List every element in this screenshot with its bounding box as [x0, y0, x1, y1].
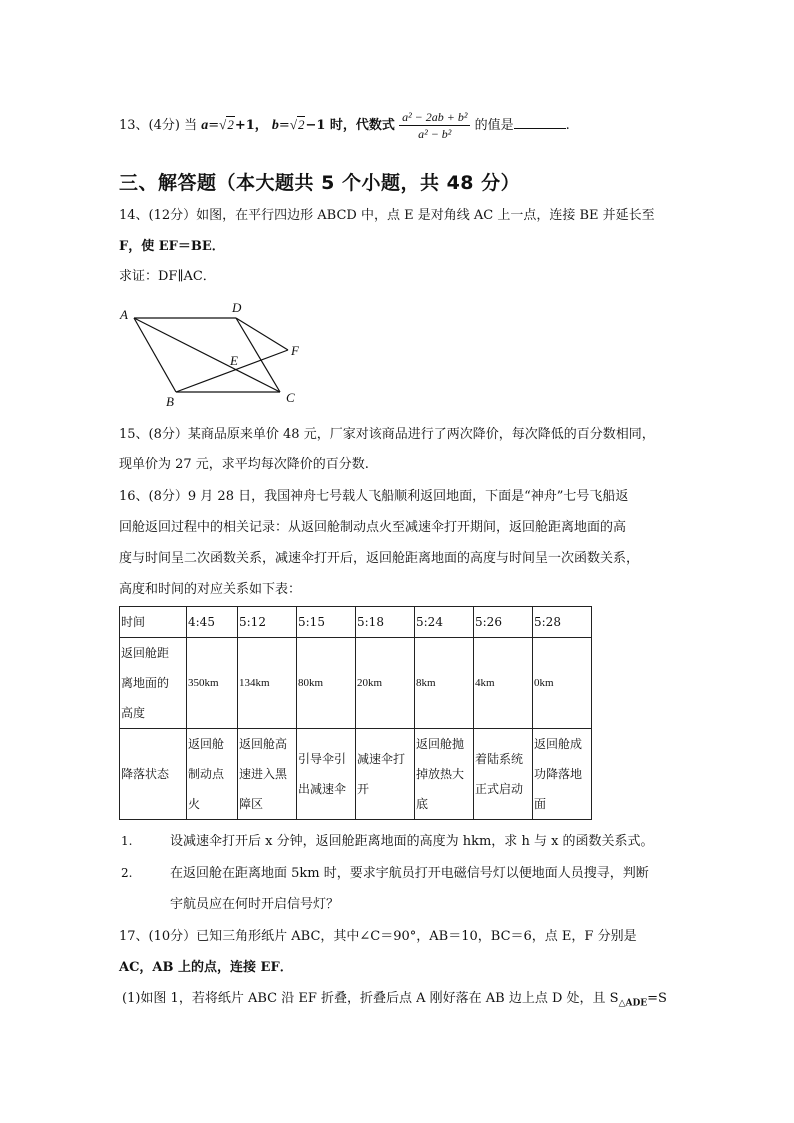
table-cell [187, 729, 238, 820]
label-B: B [166, 394, 174, 409]
table-cell [474, 729, 533, 820]
q16-line2: 回舱返回过程中的相关记录：从返回舱制动点火至减速伞打开期间，返回舱距离地面的高 [119, 520, 627, 535]
q13-plus1: +1， [234, 118, 268, 133]
cell-line: 功降落地 [534, 767, 583, 781]
descent-data-table [119, 606, 592, 820]
table-cell [356, 729, 415, 820]
sub-question-1: 设减速伞打开后 x 分钟，返回舱距离地面的高度为 hkm，求 h 与 x 的函数关系式。 [170, 834, 654, 849]
table-cell: 5:24 [415, 607, 474, 638]
table-cell: 350km [187, 638, 238, 729]
sqrt-b: √2 [289, 117, 305, 132]
cell-line: 障区 [239, 797, 264, 811]
fraction-denominator: a² − b² [418, 127, 452, 141]
q14-line3: 求证：DF∥AC． [119, 269, 216, 284]
cell-line: 掉放热大 [416, 767, 465, 781]
cell-line: 火 [188, 797, 201, 811]
table-cell: 134km [238, 638, 297, 729]
label-E: E [230, 353, 238, 368]
table-header-cell [120, 638, 187, 729]
q17-line2: AC，AB 上的点，连接 EF． [119, 960, 293, 975]
cell-line: 返回舱 [188, 737, 225, 751]
q13-minus1: −1 时，代数式 [305, 118, 395, 133]
q16-line4: 高度和时间的对应关系如下表： [119, 582, 302, 597]
q14-line1: 14、(12分）如图，在平行四边形 ABCD 中，点 E 是对角线 AC 上一点，连接 BE 并延长至 [119, 208, 655, 223]
parallelogram-figure [110, 295, 330, 415]
table-header-cell: 降落状态 [120, 729, 187, 820]
cell-line: 底 [416, 797, 429, 811]
cell-line: 离地面的 [121, 676, 170, 690]
table-cell [238, 729, 297, 820]
q16-line1: 16、(8分）9 月 28 日，我国神舟七号载人飞船顺利返回地面，下面是“神舟”七号飞船返 [119, 489, 629, 504]
q17-line3-text: (1)如图 1，若将纸片 ABC 沿 EF 折叠，折叠后点 A 刚好落在 AB 边上点 D 处，且 S [122, 991, 619, 1006]
sub-question-2-number: 2. [121, 866, 133, 880]
cell-line: 出减速伞 [298, 782, 347, 796]
cell-line: 高度 [121, 706, 146, 720]
label-A: A [120, 307, 128, 322]
q13-label: 13、(4分) [119, 118, 180, 133]
sqrt-a: √2 [219, 117, 234, 132]
table-cell [533, 729, 592, 820]
table-cell: 5:15 [297, 607, 356, 638]
section-title: 三、解答题（本大题共 5 个小题，共 48 分） [119, 172, 521, 194]
q13-when: 当 [184, 118, 198, 133]
cell-line: 引导伞引 [298, 752, 347, 766]
label-C: C [286, 390, 295, 405]
table-cell: 5:26 [474, 607, 533, 638]
table-cell: 8km [415, 638, 474, 729]
table-cell [415, 729, 474, 820]
table-cell: 4km [474, 638, 533, 729]
table-cell: 4:45 [187, 607, 238, 638]
sub-question-2-line2: 宇航员应在何时开启信号灯？ [170, 897, 340, 912]
cell-line: 制动点 [188, 767, 225, 781]
cell-line: 开 [357, 782, 370, 796]
q16-line3: 度与时间呈二次函数关系，减速伞打开后，返回舱距离地面的高度与时间呈一次函数关系， [119, 551, 640, 566]
radicand-b: 2 [297, 117, 305, 132]
table-row-time [120, 607, 592, 638]
table-cell: 0km [533, 638, 592, 729]
cell-line: 速进入黑 [239, 767, 288, 781]
cell-line: 正式启动 [475, 782, 524, 796]
label-D: D [232, 300, 242, 315]
sub-question-1-number: 1. [121, 834, 133, 848]
table-cell: 5:12 [238, 607, 297, 638]
question-13: 13、(4分) 当 a=√2+1， b=√2−1 时，代数式 $\frac{\text{a² − 2ab + b²}}{\text{a² − b²}}$ 的值是 . [119, 110, 570, 141]
q14-line2: F，使 EF＝BE． [119, 239, 225, 254]
label-F: F [291, 343, 299, 358]
cell-line: 面 [534, 797, 547, 811]
segment-DF [236, 318, 288, 350]
table-row-state [120, 729, 592, 820]
table-cell: 5:18 [356, 607, 415, 638]
cell-line: 返回舱距 [121, 646, 170, 660]
table-cell: 5:28 [533, 607, 592, 638]
cell-line: 返回舱成 [534, 737, 583, 751]
q13-fraction [399, 109, 470, 142]
q13-tail: 的值是 [474, 118, 514, 133]
cell-line: 减速伞打 [357, 752, 406, 766]
equals-sign: = [208, 118, 220, 133]
cell-line: 返回舱抛 [416, 737, 465, 751]
q17-line1: 17、(10分）已知三角形纸片 ABC，其中∠C＝90°，AB＝10，BC＝6，点 E，F 分别是 [119, 929, 637, 944]
table-cell [297, 729, 356, 820]
var-a: a [201, 118, 209, 133]
q15-line1: 15、(8分）某商品原来单价 48 元，厂家对该商品进行了两次降价，每次降低的百分数相同， [119, 427, 655, 442]
cell-line: 返回舱高 [239, 737, 288, 751]
table-cell: 20km [356, 638, 415, 729]
q17-line3 [122, 989, 667, 1014]
cell-line: 着陆系统 [475, 752, 524, 766]
table-cell: 80km [297, 638, 356, 729]
q13-end: . [565, 118, 570, 133]
table-row-height [120, 638, 592, 729]
answer-blank[interactable] [514, 114, 566, 129]
fraction-numerator: a² − 2ab + b² [399, 109, 470, 126]
var-b: b [271, 118, 279, 133]
q17-line3-tail: =S [647, 991, 667, 1006]
table-cell: 时间 [120, 607, 187, 638]
radicand-a: 2 [227, 117, 234, 132]
sub-question-2-line1: 在返回舱在距离地面 5km 时，要求宇航员打开电磁信号灯以便地面人员搜寻，判断 [170, 866, 649, 881]
q17-subscript: △ADE [618, 998, 648, 1009]
q15-line2: 现单价为 27 元，求平均每次降价的百分数. [119, 457, 369, 472]
